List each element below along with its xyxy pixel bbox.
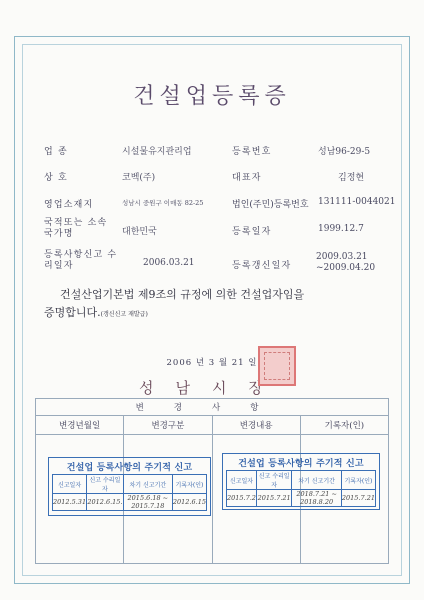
field-value-corporate-id: 131111-0044021 bbox=[318, 197, 396, 207]
certification-statement-line1: 건설산업기본법 제9조의 규정에 의한 건설업자임을 bbox=[60, 288, 305, 301]
field-value-renewal-date: 2009.03.21 ~2009.04.20 bbox=[316, 252, 376, 273]
stamp-2-next-period: 2018.7.21 ~ 2018.8.20 bbox=[292, 490, 342, 507]
stamp-2-recorder: 2015.7.21 bbox=[341, 490, 375, 507]
field-value-registration-date: 1999.12.7 bbox=[318, 224, 364, 234]
change-log-title: 변경사항 bbox=[36, 399, 389, 416]
stamp-2-header-next-period: 차기 신고기간 bbox=[292, 471, 342, 490]
stamp-1-report-date: 2012.5.31 bbox=[53, 494, 87, 511]
field-label-registration-date: 등록일자 bbox=[232, 227, 272, 237]
stamp-1-header-next-period: 차기 신고기간 bbox=[123, 475, 172, 494]
stamp-2-title: 건설업 등록사항의 주기적 신고 bbox=[238, 459, 364, 469]
periodic-report-stamp-2 bbox=[222, 453, 380, 510]
field-label-registration-number: 등록번호 bbox=[232, 147, 272, 157]
stamp-1-header-accept-date: 신고 수리일자 bbox=[87, 475, 124, 494]
certification-statement-text: 증명합니다. bbox=[44, 306, 101, 319]
field-value-representative: 김정현 bbox=[338, 173, 365, 183]
stamp-2-header-recorder: 기록자(인) bbox=[341, 471, 375, 490]
field-value-report-accept-date: 2006.03.21 bbox=[143, 258, 195, 268]
periodic-report-stamp-1 bbox=[48, 457, 211, 516]
field-value-registration-number: 성남96-29-5 bbox=[318, 147, 371, 157]
issue-date: 2006 년 3 월 21 일 bbox=[166, 358, 258, 368]
field-label-office-address: 영업소재지 bbox=[44, 200, 94, 210]
field-label-company-name: 상 호 bbox=[44, 173, 68, 183]
field-value-business-type: 시설물유지관리업 bbox=[122, 147, 192, 157]
document-title: 건설업등록증 bbox=[133, 84, 291, 109]
field-label-representative: 대표자 bbox=[232, 173, 262, 183]
official-seal bbox=[258, 346, 296, 386]
field-value-nationality: 대한민국 bbox=[122, 227, 157, 237]
stamp-1-accept-date: 2012.6.15. bbox=[87, 494, 124, 511]
change-log-header-date: 변경년월일 bbox=[36, 416, 124, 435]
field-value-office-address: 성남시 중원구 이매동 82-25 bbox=[122, 199, 204, 207]
stamp-2-accept-date: 2015.7.21 bbox=[256, 490, 291, 507]
change-log-header-recorder: 기록자(인) bbox=[300, 416, 388, 435]
stamp-1-next-period: 2015.6.18 ~ 2015.7.18 bbox=[123, 494, 172, 511]
stamp-1-header-recorder: 기록자(인) bbox=[172, 475, 206, 494]
stamp-2-report-date: 2015.7.2 bbox=[227, 490, 257, 507]
stamp-2-header-report-date: 신고일자 bbox=[227, 471, 257, 490]
field-label-corporate-id: 법인(주민)등록번호 bbox=[232, 200, 309, 210]
field-label-report-accept-date: 등록사항신고 수리일자 bbox=[44, 250, 118, 271]
stamp-1-recorder: 2012.6.15 bbox=[172, 494, 206, 511]
issuer-name: 성남시장 bbox=[139, 379, 285, 397]
certification-note: (갱신신고 재발급) bbox=[100, 311, 148, 318]
certification-statement-line2 bbox=[44, 304, 148, 320]
field-label-business-type: 업 종 bbox=[44, 147, 68, 157]
stamp-1-header-report-date: 신고일자 bbox=[53, 475, 87, 494]
field-label-nationality: 국적또는 소속국가명 bbox=[44, 218, 108, 239]
field-value-company-name: 코벡(주) bbox=[122, 173, 156, 183]
field-label-renewal-date: 등록갱신일자 bbox=[232, 261, 292, 271]
stamp-1-title: 건설업 등록사항의 주기적 신고 bbox=[66, 463, 193, 473]
change-log-header-content: 변경내용 bbox=[212, 416, 300, 435]
stamp-2-header-accept-date: 신고 수리일자 bbox=[256, 471, 291, 490]
change-log-header-type: 변경구분 bbox=[124, 416, 212, 435]
